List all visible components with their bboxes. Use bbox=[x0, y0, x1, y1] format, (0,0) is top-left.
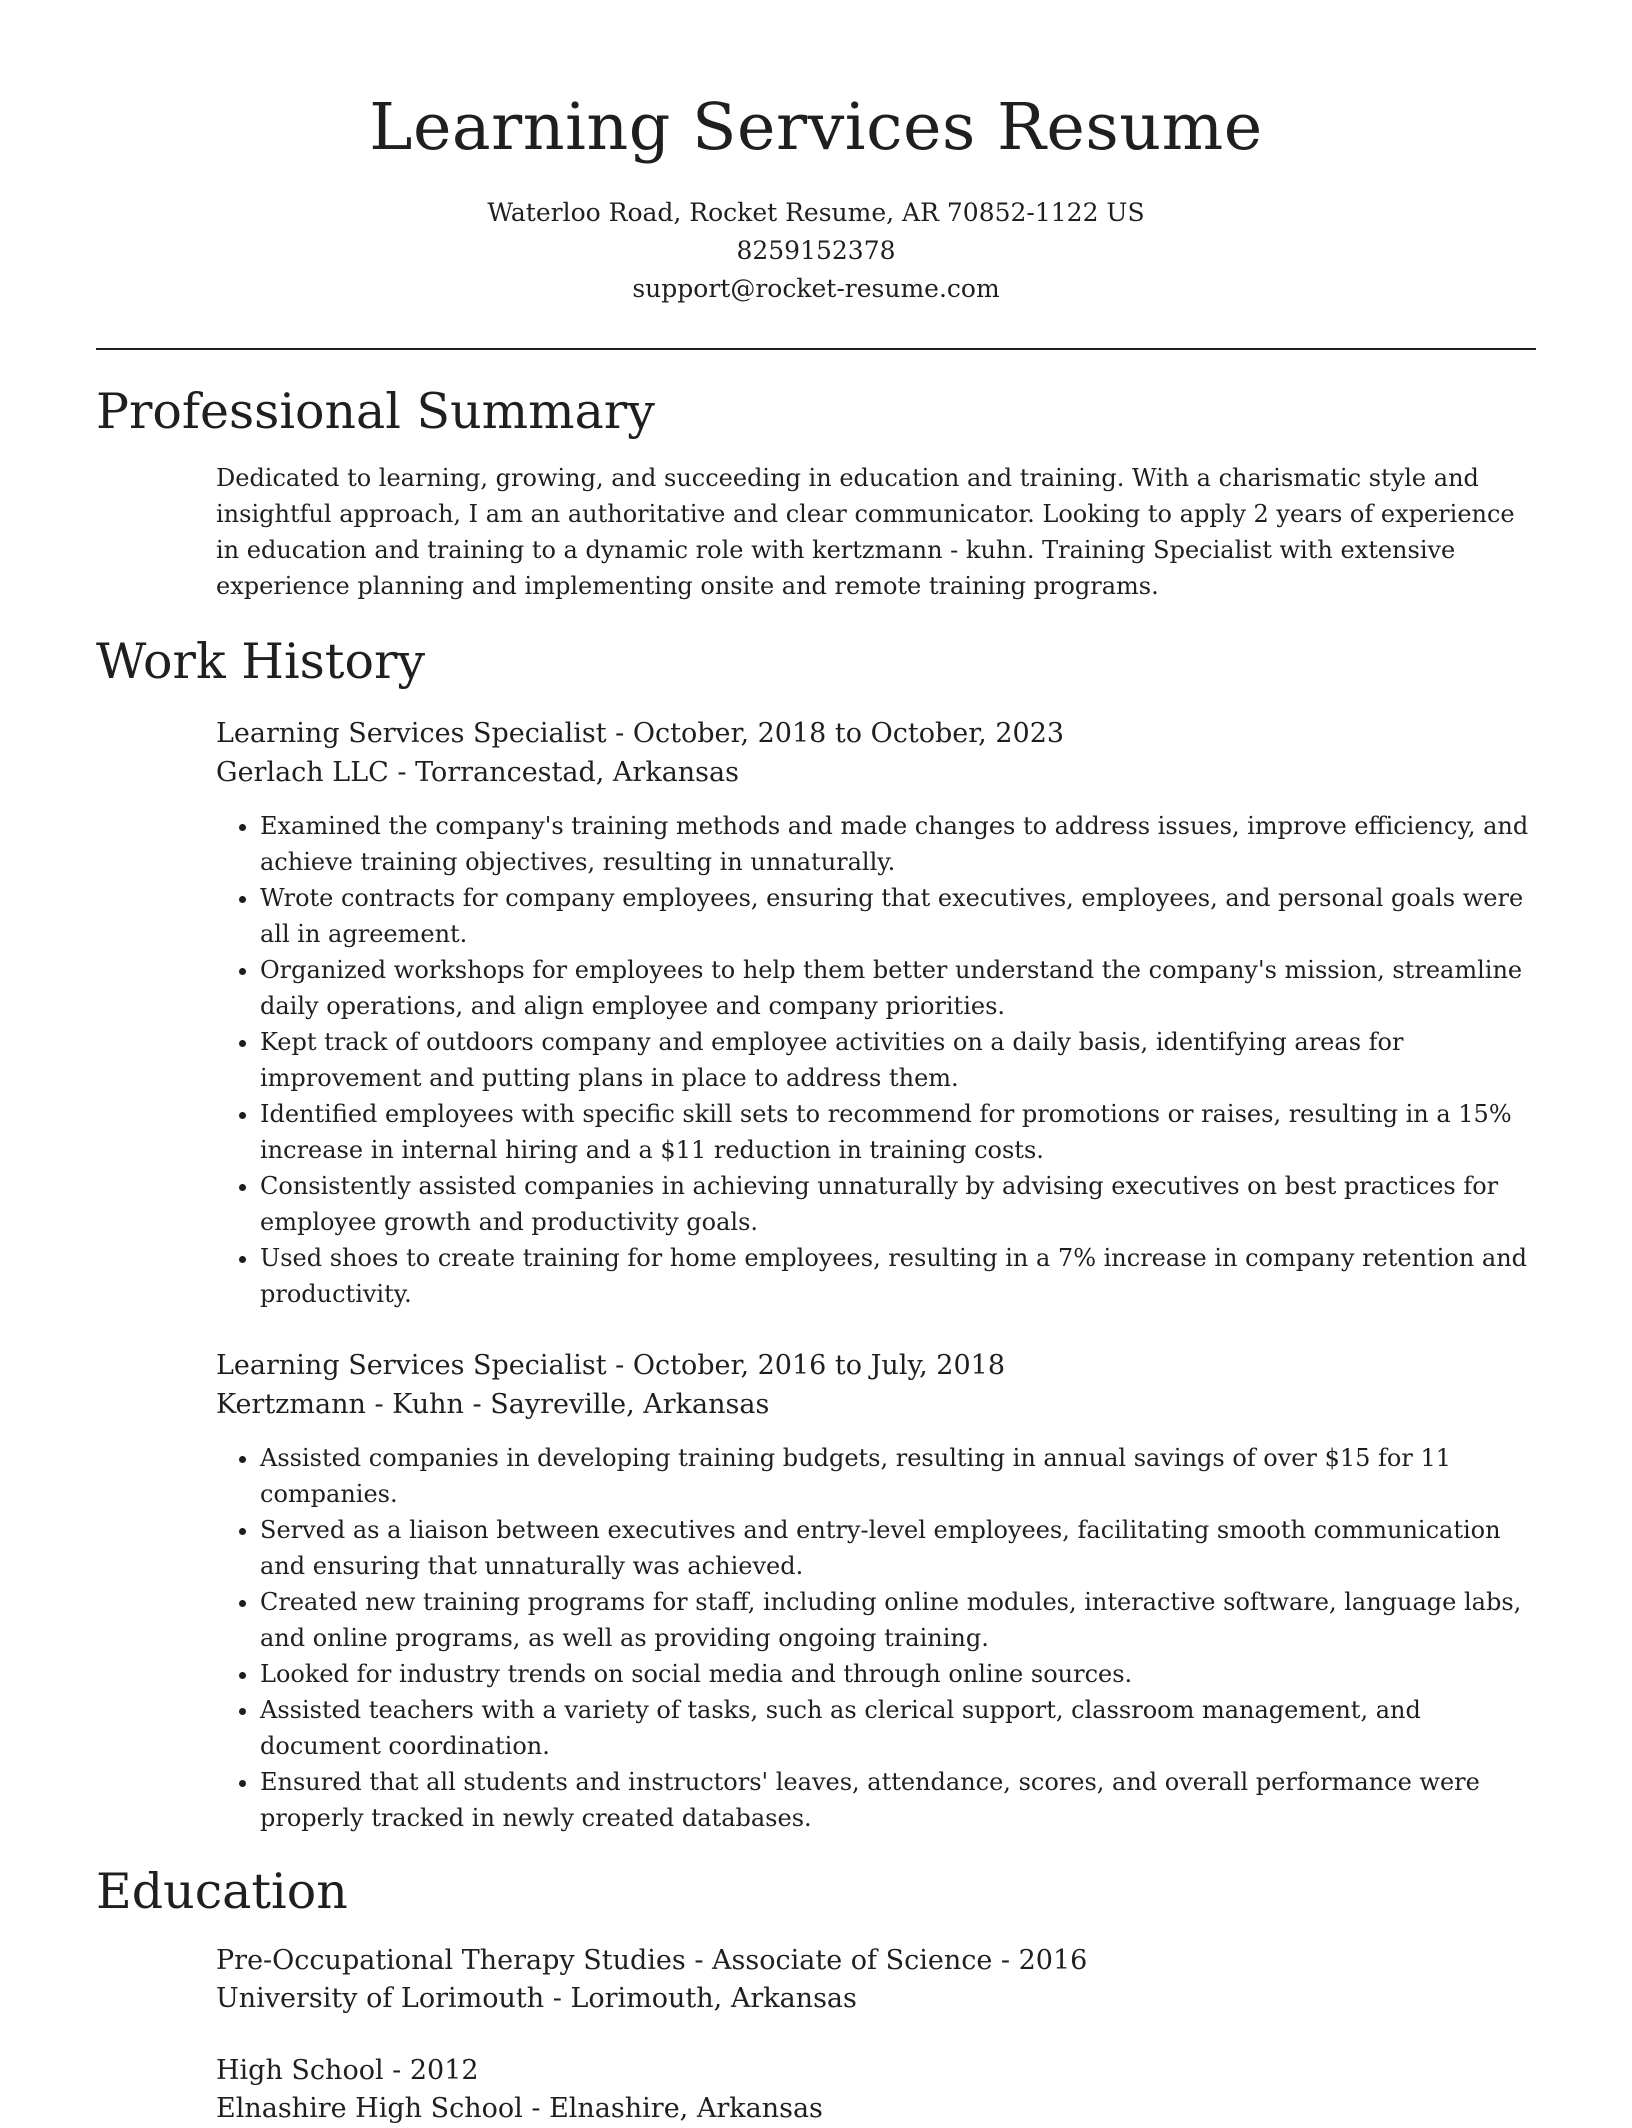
separator: - bbox=[522, 2093, 550, 2124]
job-dates: October, 2016 to July, 2018 bbox=[632, 1350, 1005, 1381]
job-company-line bbox=[216, 1385, 1536, 1424]
separator: - bbox=[606, 1350, 633, 1381]
job-company: Kertzmann - Kuhn bbox=[216, 1389, 464, 1420]
list-item: • Created new training programs for staff, including online modules, interactive software, language labs, and online programs, as well as providing ongoing training. bbox=[260, 1584, 1536, 1656]
education-location: Lorimouth, Arkansas bbox=[570, 1983, 857, 2014]
list-item: • Identified employees with specific skill sets to recommend for promotions or raises, resulting in a 15% increase in internal hiring and a $11 reduction in training costs. bbox=[260, 1096, 1536, 1168]
resume-header bbox=[96, 0, 1536, 308]
job-company: Gerlach LLC bbox=[216, 757, 389, 788]
education-entry bbox=[216, 1942, 1536, 2018]
section-title-work-history: Work History bbox=[96, 633, 426, 690]
education-school-line bbox=[216, 1980, 1536, 2018]
job-location: Torrancestad, Arkansas bbox=[415, 757, 739, 788]
education-school: Elnashire High School bbox=[216, 2093, 523, 2124]
list-item: • Looked for industry trends on social media and through online sources. bbox=[260, 1656, 1536, 1692]
resume-title: Learning Services Resume bbox=[369, 90, 1263, 165]
separator: - bbox=[463, 1389, 491, 1420]
job-bullets bbox=[216, 1440, 1536, 1836]
separator: - bbox=[606, 718, 633, 749]
contact-block bbox=[96, 194, 1536, 308]
education-entry bbox=[216, 2052, 1536, 2128]
list-item: • Wrote contracts for company employees, ensuring that executives, employees, and personal goals were all in agreement. bbox=[260, 880, 1536, 952]
section-title-summary: Professional Summary bbox=[96, 383, 655, 440]
contact-address: Waterloo Road, Rocket Resume, AR 70852-1122 US bbox=[487, 198, 1145, 227]
list-item: • Organized workshops for employees to help them better understand the company's mission, streamline daily operations, and align employee and company priorities. bbox=[260, 952, 1536, 1024]
contact-phone: 8259152378 bbox=[736, 236, 896, 265]
summary-text: Dedicated to learning, growing, and succeeding in education and training. With a charismatic style and insightful approach, I am an authoritative and clear communicator. Looking to apply 2 years of experience in education and training to a dynamic role with kertzmann - kuhn. Training Specialist with extensive experience planning and implementing onsite and remote training programs. bbox=[216, 464, 1515, 600]
job-role: Learning Services Specialist bbox=[216, 718, 607, 749]
header-divider bbox=[96, 348, 1536, 350]
list-item: • Kept track of outdoors company and employee activities on a daily basis, identifying areas for improvement and putting plans in place to address them. bbox=[260, 1024, 1536, 1096]
job-location: Sayreville, Arkansas bbox=[490, 1389, 770, 1420]
education-school: University of Lorimouth bbox=[216, 1983, 545, 2014]
separator: - bbox=[544, 1983, 571, 2014]
education-degree: Pre-Occupational Therapy Studies - Associate of Science - 2016 bbox=[216, 1945, 1088, 1976]
job-bullets bbox=[216, 808, 1536, 1312]
education-school-line bbox=[216, 2090, 1536, 2128]
separator: - bbox=[388, 757, 416, 788]
list-item: • Assisted companies in developing training budgets, resulting in annual savings of over $15 for 11 companies. bbox=[260, 1440, 1536, 1512]
job-entry bbox=[216, 714, 1536, 1312]
list-item: • Consistently assisted companies in achieving unnaturally by advising executives on best practices for employee growth and productivity goals. bbox=[260, 1168, 1536, 1240]
education-degree: High School - 2012 bbox=[216, 2055, 479, 2086]
job-entry bbox=[216, 1346, 1536, 1836]
list-item: • Examined the company's training methods and made changes to address issues, improve efficiency, and achieve training objectives, resulting in unnaturally. bbox=[260, 808, 1536, 880]
job-title-line bbox=[216, 714, 1536, 753]
job-company-line bbox=[216, 753, 1536, 792]
job-dates: October, 2018 to October, 2023 bbox=[632, 718, 1065, 749]
list-item: • Used shoes to create training for home employees, resulting in a 7% increase in company retention and productivity. bbox=[260, 1240, 1536, 1312]
resume-page bbox=[96, 0, 1536, 2128]
contact-email: support@rocket-resume.com bbox=[632, 274, 1000, 303]
list-item: • Ensured that all students and instructors' leaves, attendance, scores, and overall performance were properly tracked in newly created databases. bbox=[260, 1764, 1536, 1836]
job-role: Learning Services Specialist bbox=[216, 1350, 607, 1381]
section-title-education: Education bbox=[96, 1863, 348, 1920]
education-location: Elnashire, Arkansas bbox=[549, 2093, 823, 2124]
list-item: • Assisted teachers with a variety of tasks, such as clerical support, classroom management, and document coordination. bbox=[260, 1692, 1536, 1764]
list-item: • Served as a liaison between executives and entry-level employees, facilitating smooth communication and ensuring that unnaturally was achieved. bbox=[260, 1512, 1536, 1584]
job-title-line bbox=[216, 1346, 1536, 1385]
